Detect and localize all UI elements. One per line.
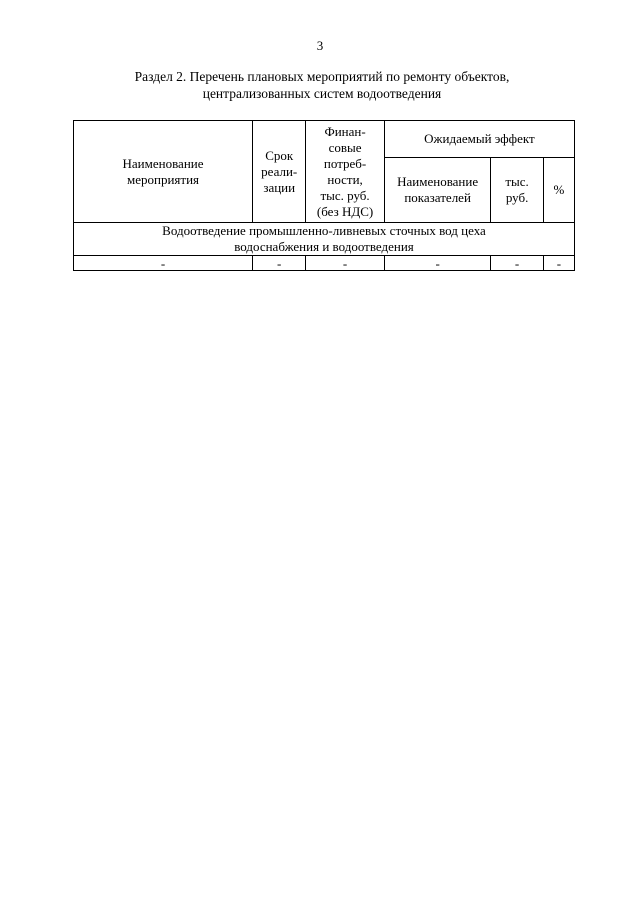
cell-term: - — [253, 256, 306, 271]
header-event-name: Наименование мероприятия — [74, 121, 253, 223]
section-title-line-2: централизованных систем водоотведения — [202, 86, 442, 101]
events-table — [73, 120, 575, 271]
cell-indicators: - — [384, 256, 491, 271]
page-number: 3 — [316, 38, 324, 53]
header-thousand-rub: тыс. руб. — [491, 158, 543, 223]
header-percent: % — [543, 158, 574, 223]
table-row — [74, 256, 575, 271]
header-term: Срок реали- зации — [253, 121, 306, 223]
header-expected-effect: Ожидаемый эффект — [384, 121, 574, 158]
cell-thousand-rub: - — [491, 256, 543, 271]
section-title — [72, 68, 572, 102]
header-indicators: Наименование показателей — [384, 158, 491, 223]
section-title-line-1: Раздел 2. Перечень плановых мероприятий по ремонту объектов, — [134, 69, 510, 84]
header-financial-needs: Финан- совые потреб- ности, тыс. руб. (без НДС) — [306, 121, 384, 223]
cell-finance: - — [306, 256, 384, 271]
section-row: Водоотведение промышленно-ливневых сточных вод цеха водоснабжения и водоотведения — [74, 223, 575, 256]
cell-event-name: - — [74, 256, 253, 271]
cell-percent: - — [543, 256, 574, 271]
